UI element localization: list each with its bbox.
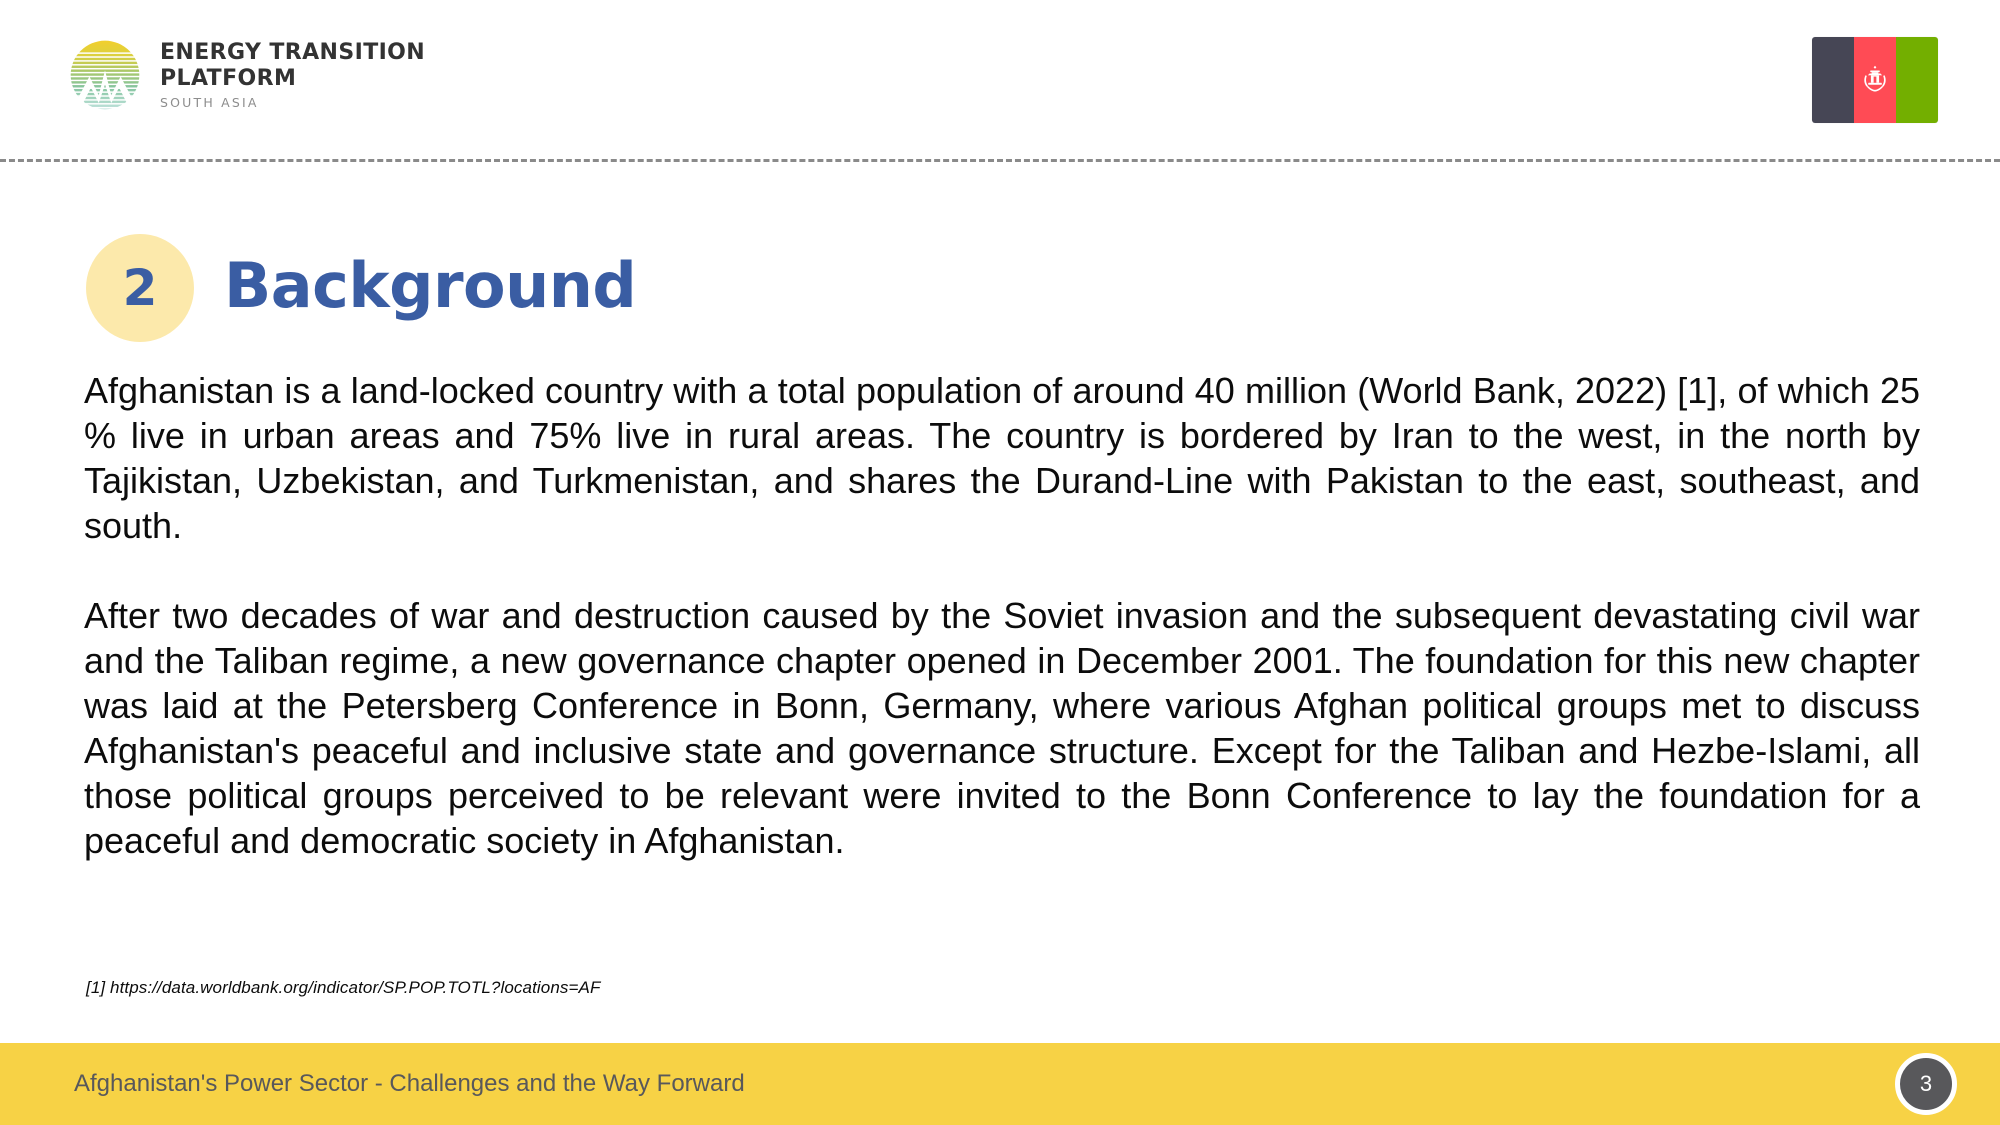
flag-band-red bbox=[1854, 37, 1896, 123]
logo-line-3: SOUTH ASIA bbox=[160, 95, 259, 111]
body-content bbox=[84, 368, 1920, 863]
afghanistan-emblem-icon bbox=[1858, 63, 1892, 97]
brand-logo-wordmark bbox=[160, 40, 425, 110]
slide-header bbox=[0, 0, 2000, 160]
logo-line-1: ENERGY TRANSITION bbox=[160, 40, 426, 66]
section-title-row bbox=[86, 234, 636, 342]
logo-line-2: PLATFORM bbox=[160, 66, 297, 92]
flag-band-green bbox=[1896, 37, 1938, 123]
page-number: 3 bbox=[1919, 1071, 1933, 1096]
slide-footer bbox=[0, 1043, 2000, 1125]
paragraph-1: Afghanistan is a land-locked country with a total population of around 40 million (World Bank, 2022) [1], of which 25 % live in urban areas and 75% live in rural areas. The country is bordered by Iran to the west, in the north by Tajikistan, Uzbekistan, and Turkmenistan, and shares the Durand-Line with Pakistan to the east, southeast, and south. bbox=[84, 370, 1920, 546]
afghanistan-flag-icon bbox=[1812, 37, 1938, 123]
brand-logo bbox=[66, 36, 425, 114]
paragraph-2: After two decades of war and destruction caused by the Soviet invasion and the subsequent devastating civil war and the Taliban regime, a new governance chapter opened in December 2001. The foundation for this new chapter was laid at the Petersberg Conference in Bonn, Germany, where various Afghan political groups met to discuss Afghanistan's peaceful and inclusive state and governance structure. Except for the Taliban and Hezbe-Islami, all those political groups perceived to be relevant were invited to the Bonn Conference to lay the foundation for a peaceful and democratic society in Afghanistan. bbox=[84, 595, 1920, 861]
section-number: 2 bbox=[122, 259, 158, 317]
section-number-badge bbox=[86, 234, 194, 342]
header-divider bbox=[0, 159, 2000, 162]
footer-deck-title: Afghanistan's Power Sector - Challenges and the Way Forward bbox=[74, 1070, 745, 1097]
page-number-badge bbox=[1895, 1053, 1957, 1115]
footnote-reference: [1] https://data.worldbank.org/indicator/SP.POP.TOTL?locations=AF bbox=[86, 978, 601, 997]
flag-band-black bbox=[1812, 37, 1854, 123]
page-title: Background bbox=[224, 249, 637, 322]
sunrise-wave-logo-icon bbox=[66, 36, 144, 114]
